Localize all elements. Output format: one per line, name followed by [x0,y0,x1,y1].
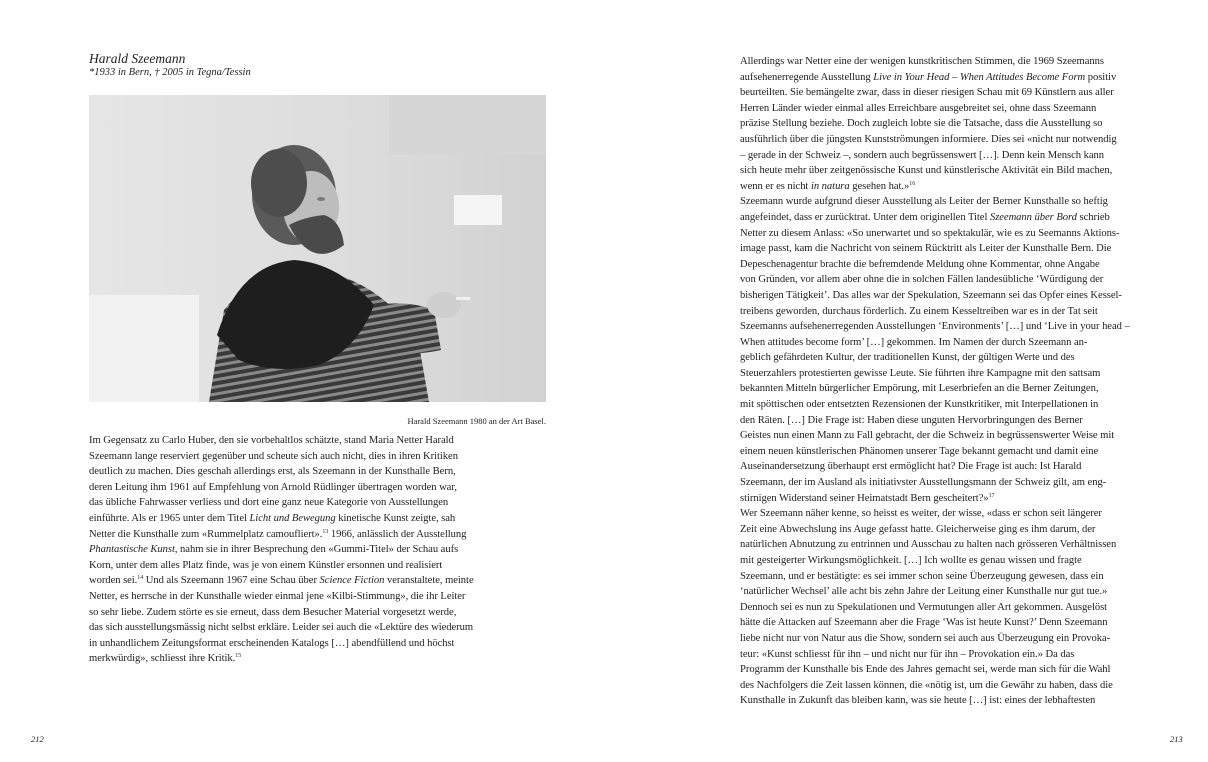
text-line: Korn, unter dem alles Platz finde, was je von einem Künstler ersonnen und realisiert [89,559,443,571]
text-line: stirnigen Widerstand seiner Heimatstadt Bern gescheitert?»$^{17}$ [740,492,995,504]
text-line: deren Leitung ihm 1961 auf Empfehlung von Arnold Rüdlinger übertragen worden war, [89,481,457,493]
text-line: natürlichen Abnutzung zu entrinnen und Ausschau zu halten nach grösseren Verhältnissen [740,539,1117,551]
text-line: When attitudes become form’ […] gekommen. Im Namen der durch Szeemann an- [740,336,1088,348]
text-line: ausführlich über die jüngsten Kunstströmungen informiere. Dies sei «nicht nur notwendig [740,133,1117,145]
text-line: Netter, es herrsche in der Kunsthalle wieder einmal jene «Kilbi-Stimmung», die ihr Leiter [89,590,466,602]
text-line: Netter die Kunsthalle zum «Rummelplatz camoufliert».$^{13}$ 1966, anlässlich der Ausstellung [89,528,467,540]
person-dates: *1933 in Bern, † 2005 in Tegna/Tessin [89,67,251,78]
text-line: Auseinandersetzung überhaupt erst ermöglicht hat? Die Frage ist auch: Ist Harald [740,461,1082,473]
text-line: Szeemann, der im Ausland als initiativster Ausstellungsmann der Schweiz gilt, am eng- [740,477,1107,489]
text-line: Phantastische Kunst, nahm sie in ihrer Besprechung den «Gummi-Titel» der Schau aufs [89,544,459,556]
text-line: Steuerzahlers protestierten gewisse Leute. Sie führten ihre Kampagne mit den sattsam [740,367,1101,379]
text-line: Kunsthalle in Zukunft das bleiben kann, was sie heute […] ist: eines der lebhaftesten [740,695,1096,707]
text-line: das sich ausstellungsmässig nicht selbst erkläre. Leider sei auch die «Lektüre des wiederum [89,622,474,634]
text-line: hätte die Attacken auf Szeemann aber die Frage ‘Was ist heute Kunst?’ Denn Szeemann [740,617,1108,629]
text-line: präzise Stellung beziehe. Doch zugleich lobte sie die Tatsache, dass die Ausstellung so [740,118,1103,130]
text-line: deutlich zu machen. Dies geschah allerdings erst, als Szeemann in der Kunsthalle Bern, [89,466,456,478]
text-line: Geistes nun einen Mann zu Fall gebracht, der die Schweiz in begrüssenswerter Weise mit [740,430,1115,442]
text-line: das übliche Fahrwasser verliess und dort eine ganz neue Kategorie von Ausstellungen [89,497,449,509]
text-line: image passt, kam die Nachricht von seinem Rücktritt als Leiter der Kunsthalle Bern. Die [740,243,1112,255]
text-line: so sehr liebe. Zudem störte es sie erneut, dass dem Besucher Material vorgesetzt werde, [89,606,457,618]
text-line: Szeemanns aufsehenerregenden Ausstellungen ‘Environments’ […] und ‘Live in your head – [740,321,1130,333]
text-line: aufsehenerregende Ausstellung Live in Your Head – When Attitudes Become Form positiv [740,71,1117,83]
right-body-text [740,54,1130,709]
text-line: Allerdings war Netter eine der wenigen kunstkritischen Stimmen, die 1969 Szeemanns [740,56,1104,67]
text-line: wenn er es nicht in natura gesehen hat.»$^{16}$ [740,180,916,192]
text-line: einem neuen künstlerischen Phänomen unserer Tage bekannt gemacht und damit eine [740,445,1099,457]
text-line: teur: «Kunst schliesst für ihn – und nicht nur für ihn – Provokation ein.» Da das [740,648,1075,660]
text-line: geblich gefährdeten Kultur, der traditionellen Kunst, der gültigen Werte und des [740,352,1075,364]
text-line: Im Gegensatz zu Carlo Huber, den sie vorbehaltlos schätzte, stand Maria Netter Harald [89,435,454,446]
text-line: angefeindet, dass er zurücktrat. Unter dem originellen Titel Szeemann über Bord schrieb [740,211,1110,223]
text-line: mit gesteigerter Wirkungsmöglichkeit. […] Ich wollte es genau wissen und fragte [740,555,1082,566]
text-line: Szeemann wurde aufgrund dieser Ausstellung als Leiter der Berner Kunsthalle so heftig [740,196,1108,208]
text-line: Szeemann, und er bestätigte: es sei immer schon seine Überzeugung gewesen, dass ein [740,570,1104,582]
text-line: Netter zu diesem Anlass: «So unerwartet und so spektakulär, wie es zu Seemanns Aktions- [740,227,1120,239]
text-line: treibens geworden, durchaus förderlich. Zu einem Kesseltreiben war es in der Tat seit [740,305,1098,317]
page-number-left: 212 [31,734,44,744]
text-line: den Räten. […] Die Frage ist: Haben diese unguten Hervorbringungen des Berner [740,414,1083,426]
text-line: beurteilten. Sie bemängelte zwar, dass in dieser riesigen Schau mit 69 Künstlern aus aller [740,87,1114,99]
text-line: des Nachfolgers die Zeit lassen können, die «nötig ist, um die Gewähr zu haben, dass die [740,679,1113,691]
text-line: Herren Länder wieder einmal alles Erreichbare ausgebreitet sei, ohne dass Szeemann [740,102,1097,114]
person-name: Harald Szeemann [89,51,186,66]
text-line: sich heute mehr über zeitgenössische Kunst und künstlerische Aktivität ein Bild machen, [740,165,1113,177]
text-line: in unhandlichem Zeitungsformat erscheinenden Katalogs […] abendfüllend und höchst [89,637,455,649]
text-line: – gerade in der Schweiz –, sondern auch begrüssenswert […]. Denn kein Mensch kann [740,149,1104,161]
text-line: bisherigen Tätigkeit’. Das alles war der Spekulation, Szeemann sei das Opfer eines Kessel- [740,289,1122,301]
text-line: bekannten Mitteln bürgerlicher Empörung, mit Leserbriefen an die Berner Zeitungen, [740,383,1099,395]
text-line: von Gründen, vor allem aber ohne die in solchen Fällen landesübliche ‘Würdigung der [740,274,1104,286]
text-line: Wer Szeemann näher kenne, so heisst es weiter, der wisse, «dass er schon seit längerer [740,508,1102,520]
photo-caption: Harald Szeemann 1980 an der Art Basel. [407,416,546,426]
page-number-right: 213 [1170,734,1183,744]
person-heading [89,52,251,80]
text-line: liebe nicht nur von Natur aus die Show, sondern sei auch aus Überzeugung ein Provoka- [740,632,1111,644]
text-line: Szeemann lange reserviert gegenüber und scheute sich auch nicht, dies in ihren Kritiken [89,450,458,462]
text-line: Dennoch sei es nun zu Spekulationen und Vermutungen aller Art gekommen. Ausgelöst [740,601,1108,613]
text-line: mit spöttischen oder entsetzten Rezensionen der Kunstkritiker, mit Interpellationen in [740,399,1099,411]
text-line: Programm der Kunsthalle bis Ende des Jahres gemacht sei, werde man sich für die Wahl [740,664,1111,676]
text-line: ‘natürlicher Wechsel’ alle acht bis zehn Jahre der Leitung einer Kunsthalle nur gut tue.» [740,586,1108,598]
right-page [604,0,1208,762]
text-line: Zeit eine Abwechslung ins Auge gefasst hatte. Gleicherweise ging es ihm darum, der [740,523,1096,535]
left-body-text [89,433,479,667]
text-line: merkwürdig», schliesst ihre Kritik.$^{15}$ [89,653,242,665]
text-line: worden sei.$^{14}$ Und als Szeemann 1967 eine Schau über Science Fiction veranstaltete, meinte [89,575,474,587]
portrait-photo [89,95,546,402]
text-line: einführte. Als er 1965 unter dem Titel Licht und Bewegung kinetische Kunst zeigte, sah [89,512,456,524]
text-line: Depeschenagentur brachte die befremdende Meldung ohne Kommentar, ohne Angabe [740,258,1100,270]
